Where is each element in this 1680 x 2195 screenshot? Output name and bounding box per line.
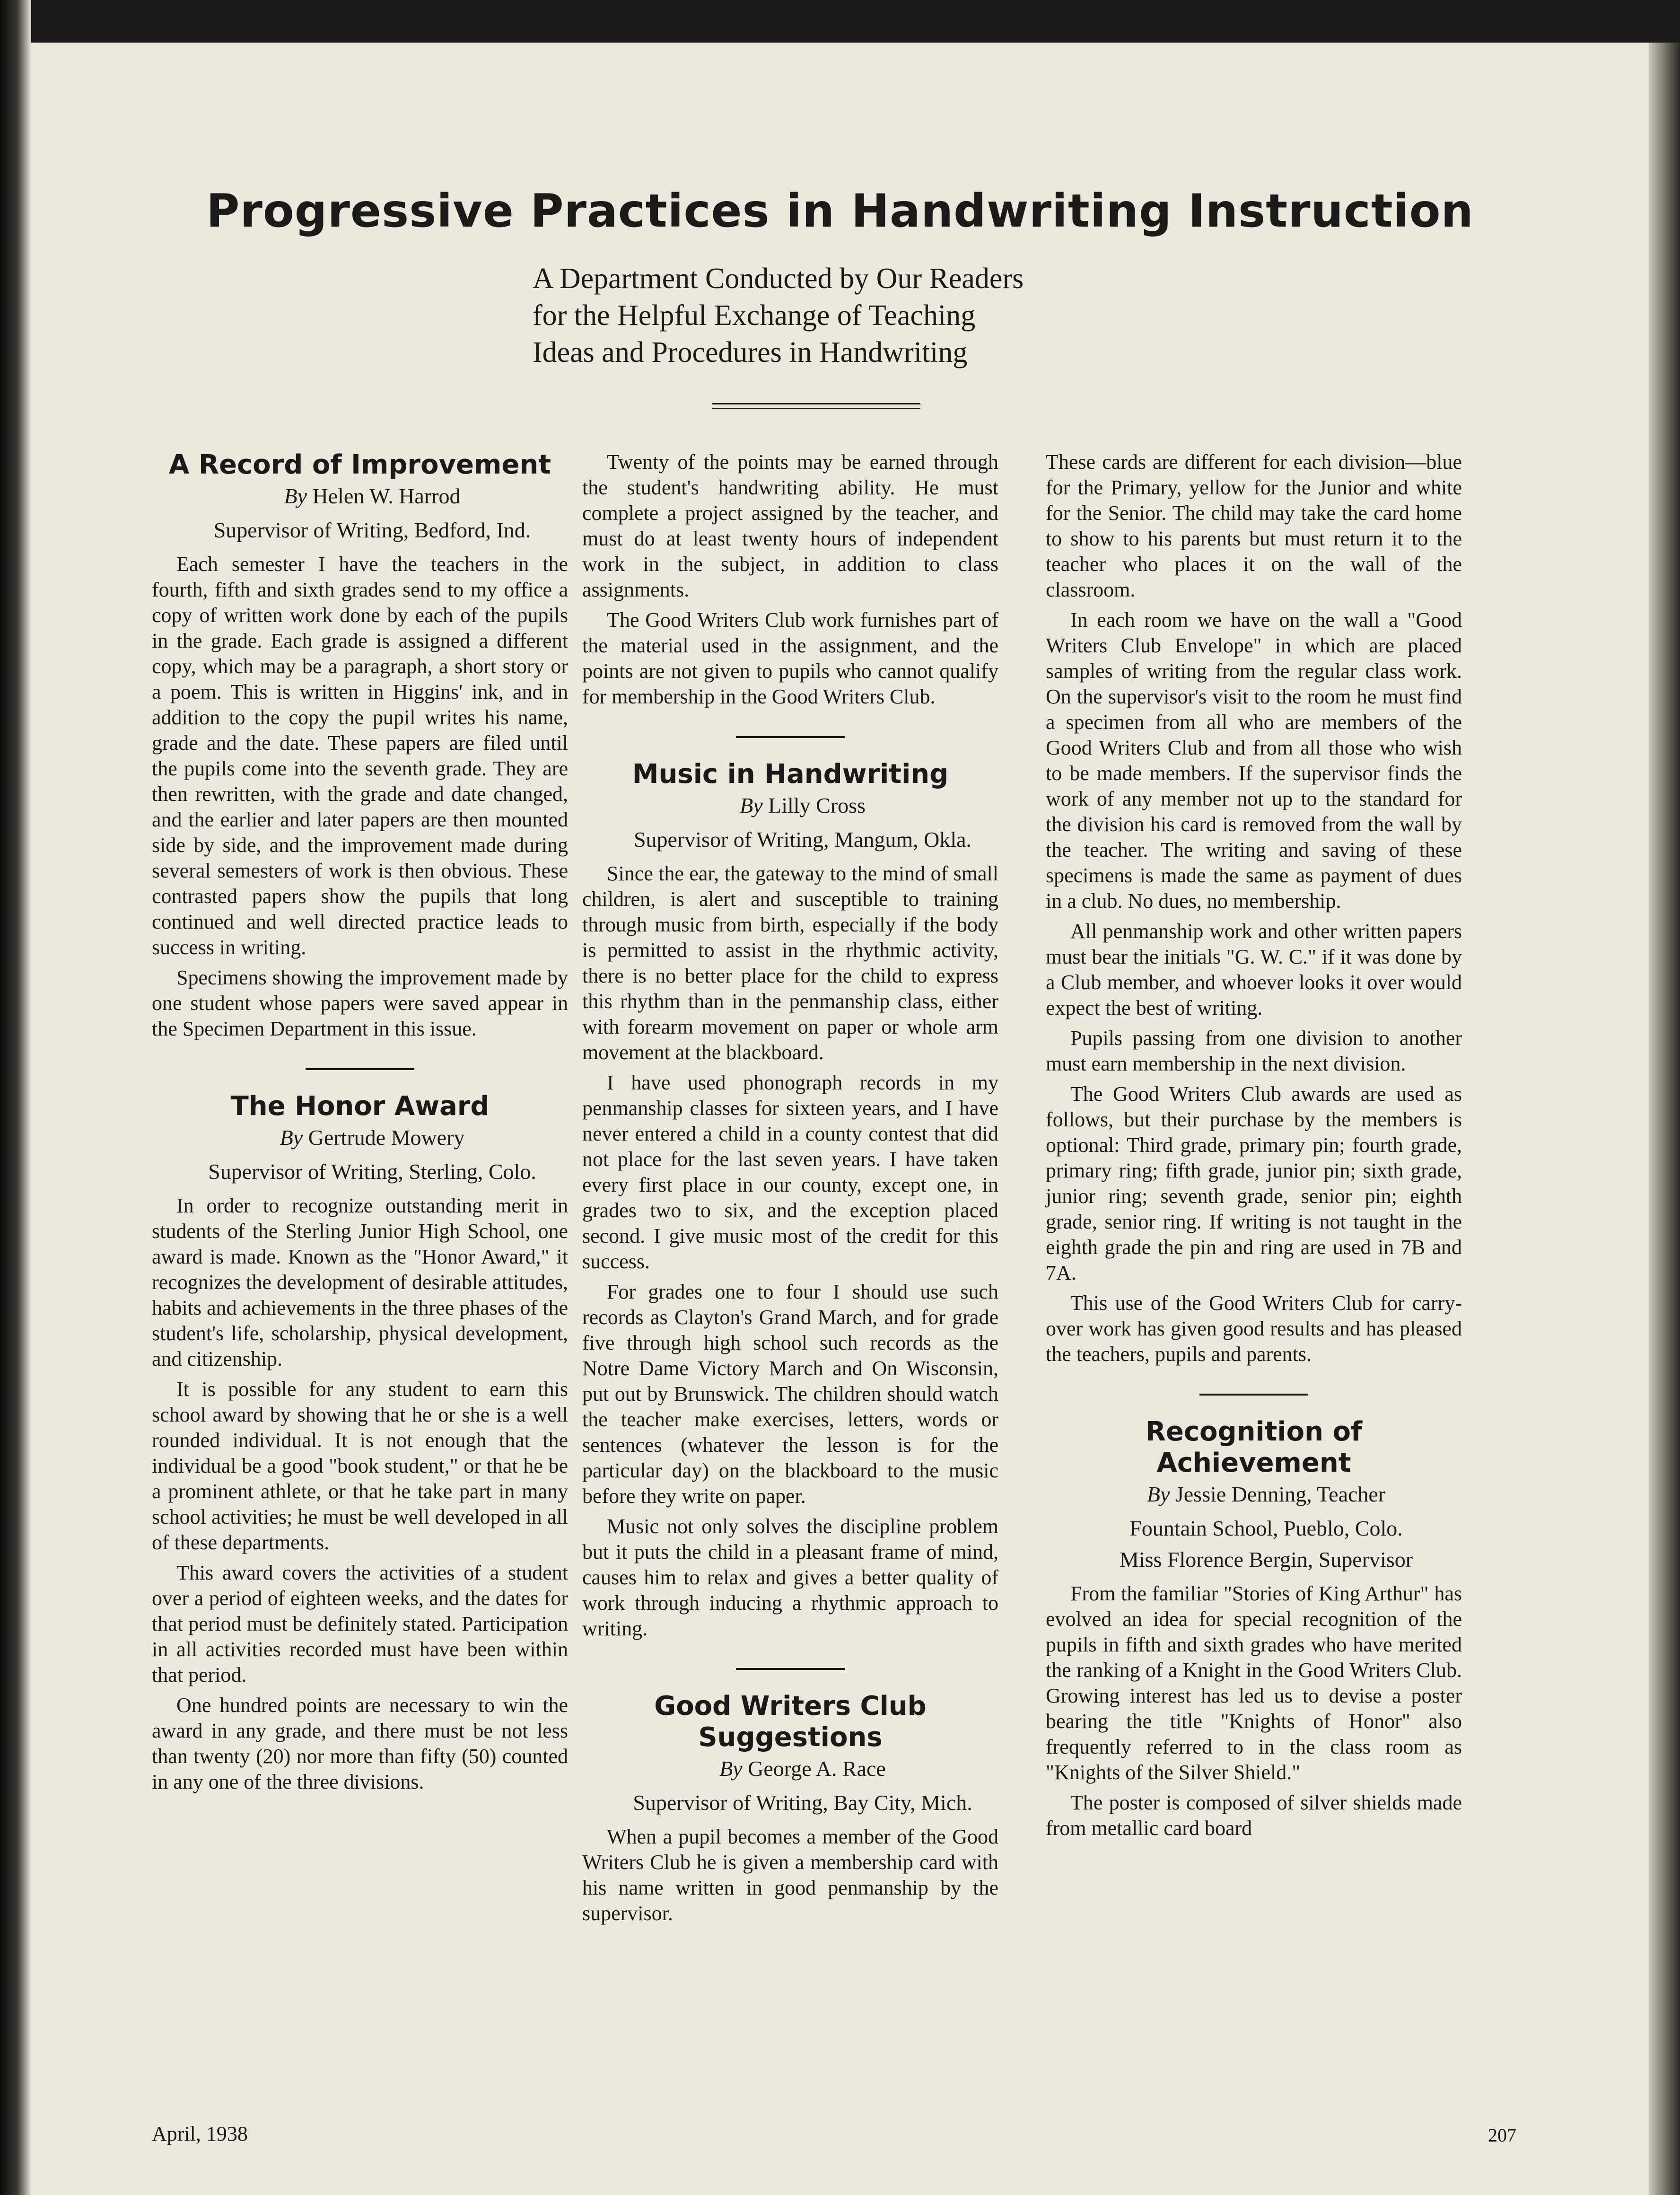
article-good-writers-club-continued (1046, 449, 1462, 1367)
article-record-of-improvement (152, 449, 568, 1042)
article-paragraph: Specimens showing the improvement made by one student whose papers were saved appear in the Specimen Department in this issue. (152, 966, 568, 1040)
author-affiliation: Supervisor of Writing, Mangum, Okla. (633, 827, 972, 852)
article-music-in-handwriting (582, 759, 998, 1642)
supervisor-line: Miss Florence Bergin, Supervisor (1119, 1547, 1413, 1572)
article-paragraph: All penmanship work and other written papers must bear the initials "G. W. C." if it was done by a Club member, and whoever looks it over would expect the best of writing. (1046, 920, 1462, 1019)
article-paragraph: In order to recognize outstanding merit in students of the Sterling Junior High School, one award is made. Known as the "Honor Award," it recognizes the development of desirable attitudes, habits and achievements in the three phases of the student's life, scholarship, physical development, and citizenship. (152, 1194, 568, 1370)
article-good-writers-club (582, 1691, 998, 1926)
magazine-page (31, 43, 1649, 2195)
page-title: Progressive Practices in Handwriting Instruction (206, 184, 1474, 237)
article-heading: Good Writers Club Suggestions (654, 1691, 927, 1753)
article-heading: A Record of Improvement (169, 449, 551, 480)
article-paragraph: Twenty of the points may be earned through the student's handwriting ability. He must complete a project assigned by the teacher, and must do at least twenty hours of independent work in the subject, in addition to class assignments. (582, 450, 998, 601)
author-affiliation: Fountain School, Pueblo, Colo. (1129, 1516, 1403, 1540)
article-paragraph: The Good Writers Club work furnishes part of the material used in the assignment, and the points are not given to pupils who cannot qualify for membership in the Good Writers Club. (582, 608, 998, 708)
byline: By George A. Race (719, 1756, 886, 1781)
article-heading: The Honor Award (230, 1091, 490, 1122)
article-paragraph: From the familiar "Stories of King Arthur" has evolved an idea for special recognition of the pupils in fifth and sixth grades who have merited the ranking of a Knight in the Good Writers Club. Growing interest has led us to devise a poster bearing the title "Knights of Honor" also frequently referred to in the class room as "Knights of the Silver Shield." (1046, 1582, 1462, 1784)
issue-date: April, 1938 (152, 2122, 248, 2145)
article-paragraph: It is possible for any student to earn this school award by showing that he or she is a well rounded individual. It is not enough that the individual be a good "book student," or that he be a prominent athlete, or that he take part in many school activities; he must be well developed in all of these departments. (152, 1378, 568, 1554)
byline: By Helen W. Harrod (284, 484, 461, 508)
header-rule-lower (712, 408, 920, 409)
author-affiliation: Supervisor of Writing, Bay City, Mich. (633, 1791, 972, 1815)
article-heading: Music in Handwriting (632, 759, 949, 790)
article-paragraph: Since the ear, the gateway to the mind of small children, is alert and susceptible to training through music from birth, especially if the body is permitted to assist in the rhythmic activity, there is no better place for the child to express this rhythm than in the penmanship class, either with forearm movement on paper or whole arm movement at the blackboard. (582, 862, 998, 1064)
article-honor-award (152, 1091, 568, 1795)
page-edge-shadow (1649, 43, 1680, 2195)
byline: By Gertrude Mowery (280, 1125, 465, 1150)
article-paragraph: These cards are different for each division—blue for the Primary, yellow for the Junior and white for the Senior. The child may take the card home to show to his parents but must return it to the teacher who places it on the wall of the classroom. (1046, 450, 1462, 601)
article-paragraph: One hundred points are necessary to win the award in any grade, and there must be not less than twenty (20) nor more than fifty (50) counted in any one of the three divisions. (152, 1694, 568, 1793)
page-number: 207 (1488, 2125, 1516, 2146)
subtitle-line: for the Helpful Exchange of Teaching (533, 299, 976, 332)
author-affiliation: Supervisor of Writing, Sterling, Colo. (208, 1159, 536, 1184)
section-divider (736, 736, 845, 738)
subtitle-line: Ideas and Procedures in Handwriting (533, 336, 968, 369)
section-divider (306, 1068, 414, 1070)
subtitle-line: A Department Conducted by Our Readers (533, 263, 1024, 295)
byline: By Jessie Denning, Teacher (1146, 1482, 1386, 1506)
author-affiliation: Supervisor of Writing, Bedford, Ind. (213, 518, 531, 542)
section-divider (736, 1668, 845, 1670)
article-paragraph: The poster is composed of silver shields made from metallic card board (1046, 1791, 1462, 1840)
article-paragraph: For grades one to four I should use such records as Clayton's Grand March, and for grade five through high school such records as the Notre Dame Victory March and On Wisconsin, put out by Brunswick. The children should watch the teacher make exercises, letters, words or sentences (whatever the lesson is for the particular day) on the blackboard to the music before they write on paper. (582, 1280, 998, 1508)
article-paragraph: The Good Writers Club awards are used as follows, but their purchase by the members is optional: Third grade, primary pin; fourth grade, primary ring; fifth grade, junior pin; sixth grade, junior ring; seventh grade, senior pin; eighth grade, senior ring. If writing is not taught in the eighth grade the pin and ring are used in 7B and 7A. (1046, 1082, 1462, 1284)
article-honor-award-continued (582, 449, 998, 710)
article-paragraph: In each room we have on the wall a "Good Writers Club Envelope" in which are placed samples of writing from the regular class work. On the supervisor's visit to the room he must find a specimen from all who are members of the Good Writers Club and from all those who wish to be made members. If the supervisor finds the work of any member not up to the standard for the division his card is removed from the wall by the teacher. The writing and saving of these specimens is made the same as payment of dues in a club. No dues, no membership. (1046, 608, 1462, 913)
article-paragraph: This use of the Good Writers Club for carry-over work has given good results and has pleased the teachers, pupils and parents. (1046, 1291, 1462, 1366)
article-paragraph: Each semester I have the teachers in the fourth, fifth and sixth grades send to my office a copy of written work done by each of the pupils in the grade. Each grade is assigned a different copy, which may be a paragraph, a short story or a poem. This is written in Higgins' ink, and in addition to the copy the pupil writes his name, grade and the date. These papers are filed until the pupils come into the seventh grade. They are then rewritten, with the grade and date changed, and the earlier and later papers are then mounted side by side, and the improvement made during several semesters of work is then obvious. These contrasted papers show the pupils that long continued and well directed practice leads to success in writing. (152, 553, 568, 959)
book-spine-shadow (0, 0, 31, 2195)
section-divider (1199, 1394, 1308, 1396)
article-paragraph: This award covers the activities of a student over a period of eighteen weeks, and the dates for that period must be definitely stated. Participation in all activities recorded must have been within that period. (152, 1561, 568, 1686)
column-left (152, 449, 568, 1795)
byline: By Lilly Cross (740, 793, 866, 817)
article-paragraph: When a pupil becomes a member of the Good Writers Club he is given a membership card with his name written in good penmanship by the supervisor. (582, 1825, 998, 1925)
department-subtitle (533, 260, 1147, 371)
article-paragraph: I have used phonograph records in my penmanship classes for sixteen years, and I have never entered a child in a county contest that did not place for the last seven years. I have taken every first place in our county, except one, in grades two to six, and the exception placed second. I give music most of the credit for this success. (582, 1071, 998, 1273)
column-middle (582, 449, 998, 1926)
article-paragraph: Music not only solves the discipline problem but it puts the child in a pleasant frame of mind, causes him to relax and gives a better quality of work through inducing a rhythmic approach to writing. (582, 1515, 998, 1640)
article-heading: Recognition of Achievement (1145, 1416, 1363, 1478)
header-rule (712, 403, 920, 404)
column-right (1046, 449, 1462, 1841)
article-paragraph: Pupils passing from one division to another must earn membership in the next division. (1046, 1027, 1462, 1075)
article-recognition-of-achievement (1046, 1416, 1462, 1841)
